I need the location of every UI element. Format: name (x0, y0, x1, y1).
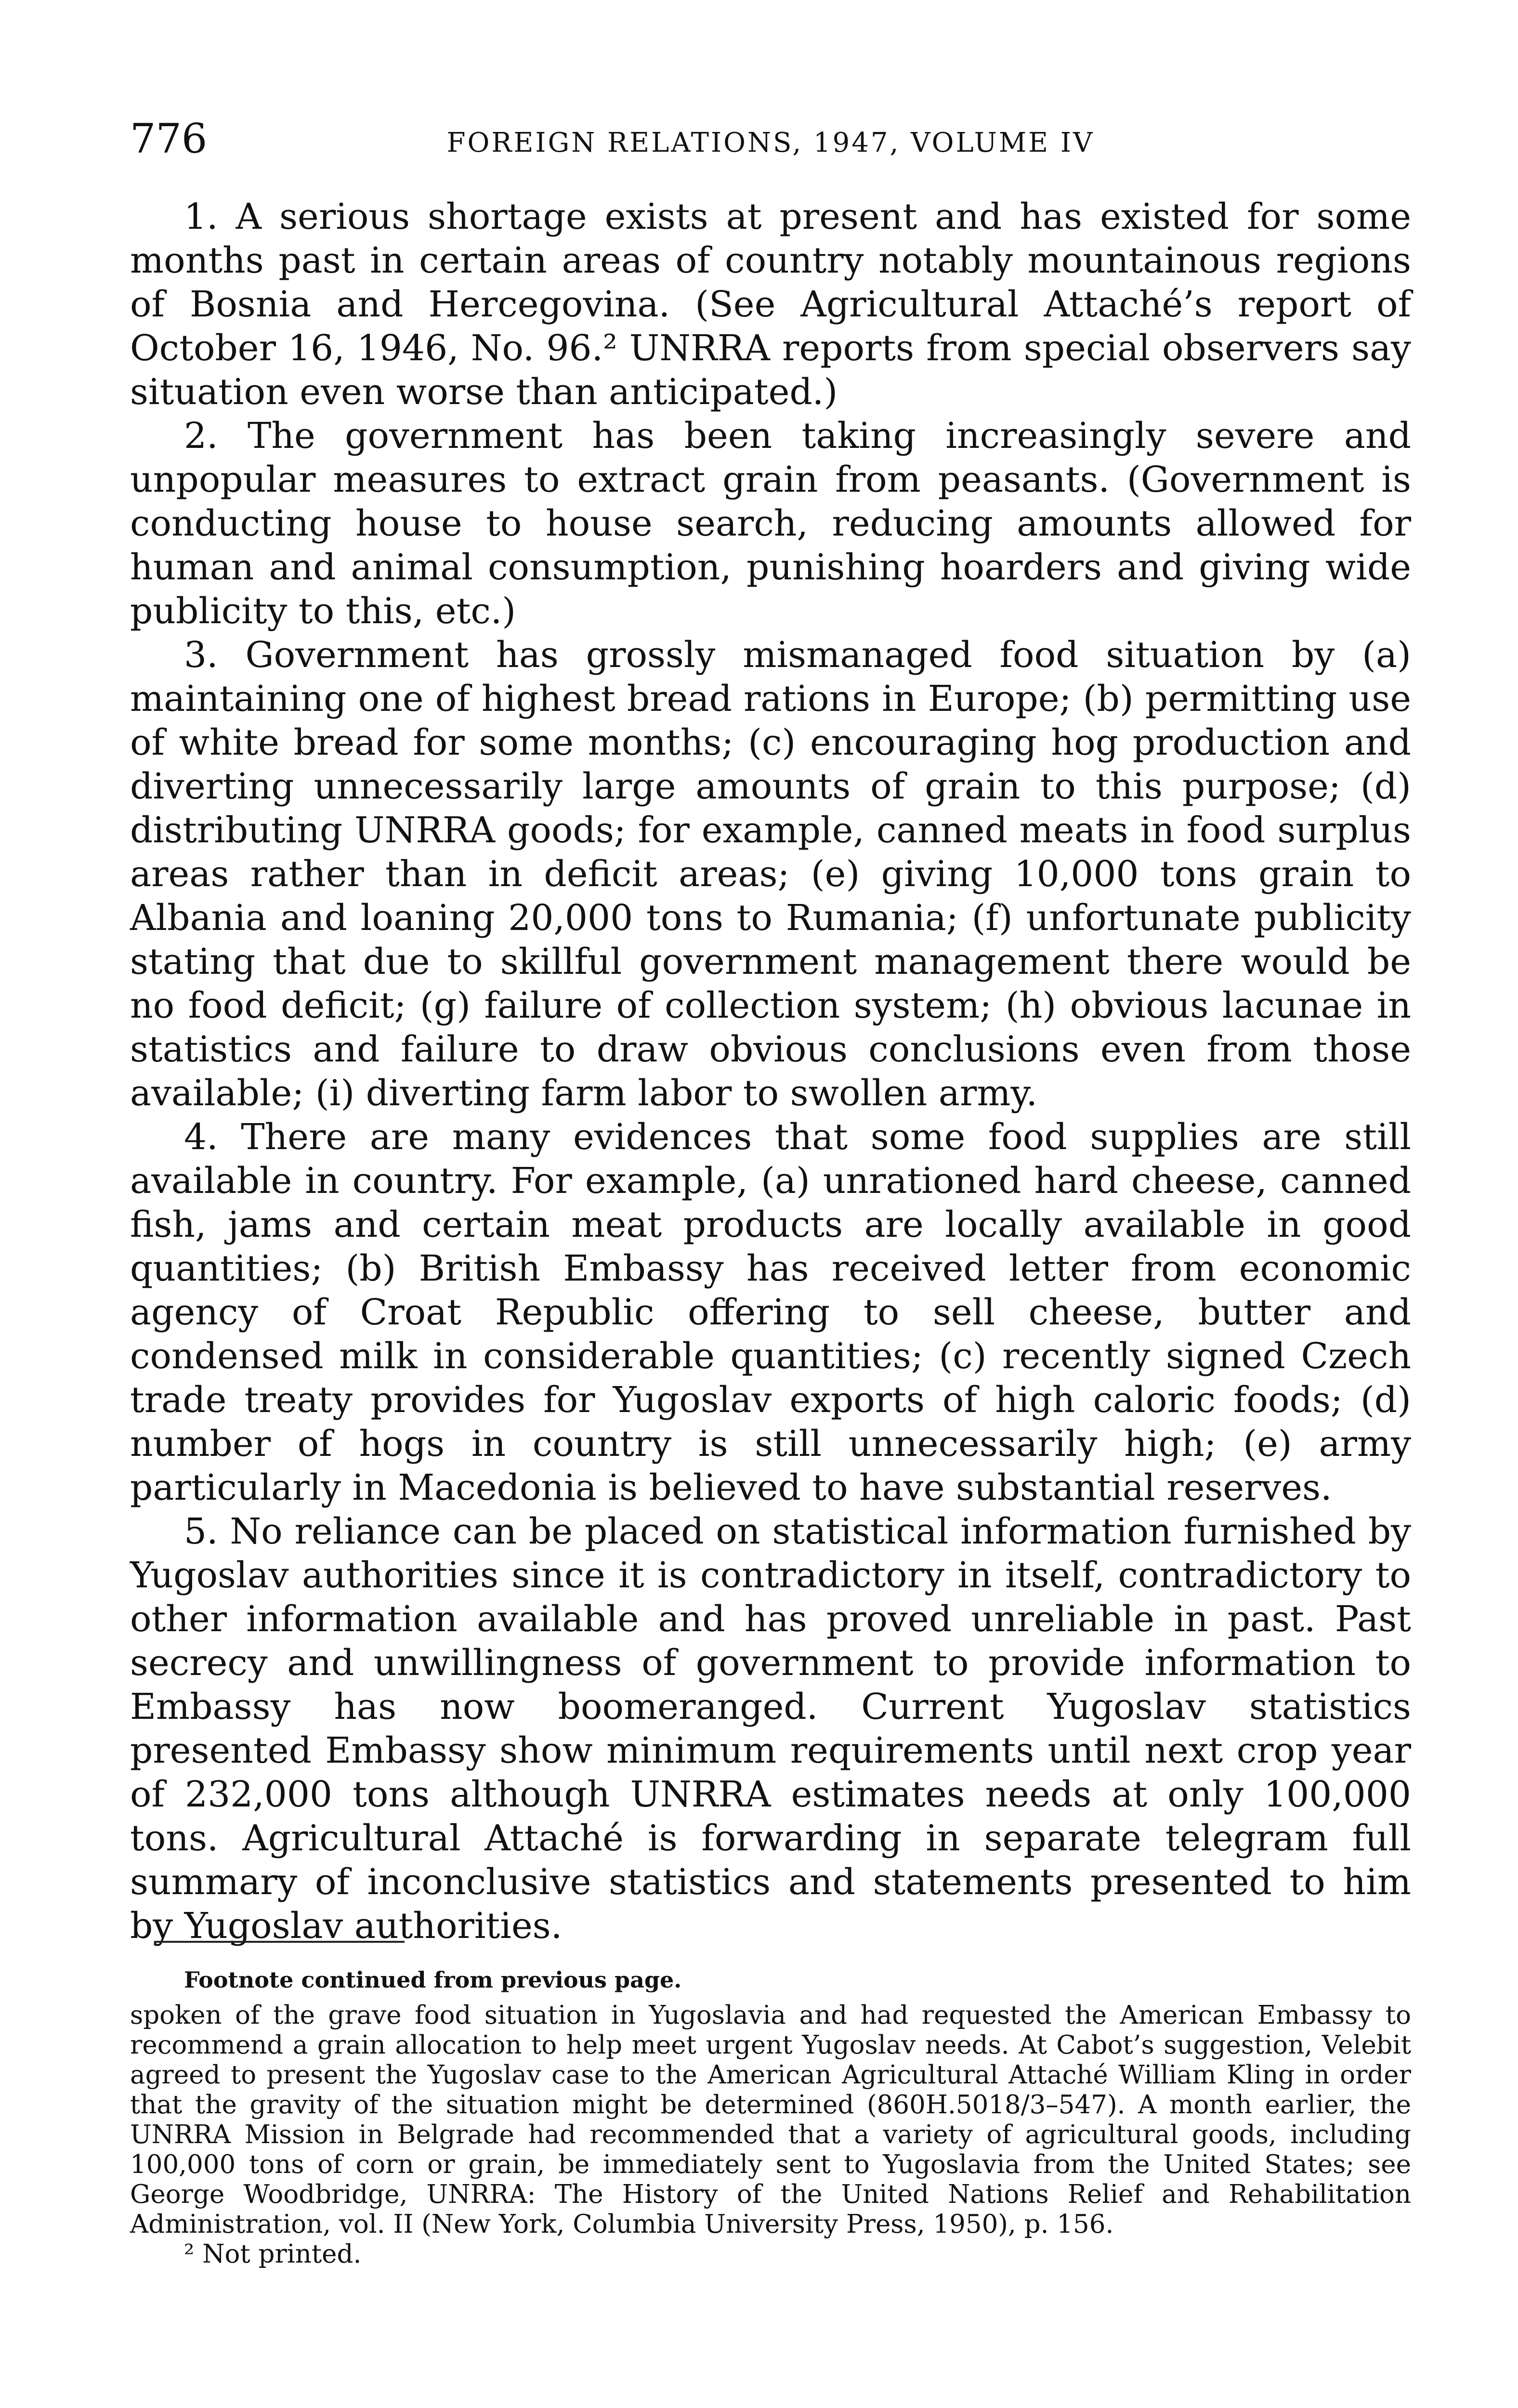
paragraph-1: 1. A serious shortage exists at present and has existed for some months past in certain areas of country notably mountainous regions of Bosnia and Hercegovina. (See Agricultural Attaché’s report of October 16, 1946, No. 96.² UNRRA reports from special observers say situation even worse than anticipated.) (130, 196, 1411, 413)
paragraph-2: 2. The government has been taking increasingly severe and unpopular measures to extract grain from peasants. (Government is conducting house to house search, reducing amounts allowed for human and animal consumption, punishing hoarders and giving wide publicity to this, etc.) (130, 415, 1411, 632)
page-header (130, 115, 1411, 168)
paragraph-5: 5. No reliance can be placed on statistical information furnished by Yugoslav authorities since it is contradictory in itself, contradictory to other information available and has proved unreliable in past. Past secrecy and unwillingness of government to provide information to Embassy has now boomeranged. Current Yugoslav statistics presented Embassy show minimum requirements until next crop year of 232,000 tons although UNRRA estimates needs at only 100,000 tons. Agricultural Attaché is forwarding in separate telegram full summary of inconclusive statistics and statements presented to him by Yugoslav authorities. (130, 1511, 1411, 1947)
running-head: FOREIGN RELATIONS, 1947, VOLUME IV (446, 127, 1095, 158)
footnote-2: ² Not printed. (184, 2239, 362, 2269)
footnote-divider (154, 1941, 405, 1943)
footnotes (130, 1965, 1411, 2269)
footnote-continued-label: Footnote continued from previous page. (184, 1967, 682, 1993)
body-text (130, 195, 1411, 1948)
page-number: 776 (130, 115, 208, 162)
footnote-continued-text: spoken of the grave food situation in Yugoslavia and had requested the American Embassy to recommend a grain allocation to help meet urgent Yugoslav needs. At Cabot’s suggestion, Velebit agreed to present the Yugoslav case to the American Agricultural Attaché William Kling in order that the gravity of the situation might be determined (860H.5018/3–547). A month earlier, the UNRRA Mission in Belgrade had recommended that a variety of agricultural goods, including 100,000 tons of corn or grain, be immediately sent to Yugoslavia from the United States; see George Woodbridge, UNRRA: The History of the United Nations Relief and Rehabilitation Administration, vol. II (New York, Columbia University Press, 1950), p. 156. (130, 2001, 1411, 2239)
paragraph-3: 3. Government has grossly mismanaged food situation by (a) maintaining one of highest bread rations in Europe; (b) permitting use of white bread for some months; (c) encouraging hog production and diverting unnecessarily large amounts of grain to this purpose; (d) distributing UNRRA goods; for example, canned meats in food surplus areas rather than in deficit areas; (e) giving 10,000 tons grain to Albania and loaning 20,000 tons to Rumania; (f) unfortunate publicity stating that due to skillful government management there would be no food deficit; (g) failure of collection system; (h) obvious lacunae in statistics and failure to draw obvious conclusions even from those available; (i) diverting farm labor to swollen army. (130, 634, 1411, 1114)
paragraph-4: 4. There are many evidences that some food supplies are still available in country. For example, (a) unrationed hard cheese, canned fish, jams and certain meat products are locally available in good quantities; (b) British Embassy has received letter from economic agency of Croat Republic offering to sell cheese, butter and condensed milk in considerable quantities; (c) recently signed Czech trade treaty provides for Yugoslav exports of high caloric foods; (d) number of hogs in country is still unnecessarily high; (e) army particularly in Macedonia is believed to have substantial reserves. (130, 1116, 1411, 1508)
